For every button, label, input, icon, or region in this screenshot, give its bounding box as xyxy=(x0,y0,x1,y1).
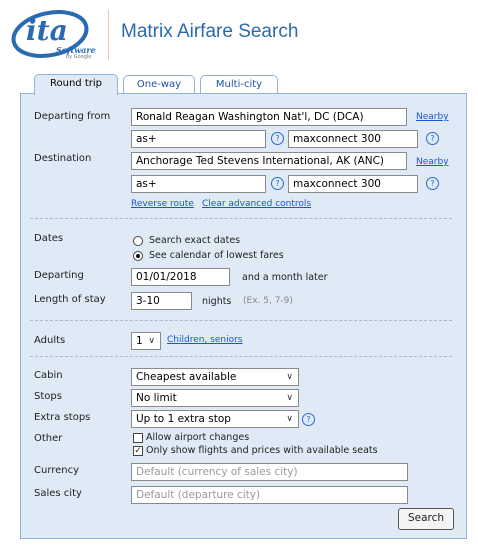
chevron-down-icon: ∨ xyxy=(148,336,155,346)
tab-one-way[interactable]: One-way xyxy=(123,75,195,94)
currency-input[interactable]: Default (currency of sales city) xyxy=(131,463,408,481)
destination-nearby-link[interactable]: Nearby xyxy=(416,157,449,167)
extension-help-icon[interactable]: ? xyxy=(426,132,439,145)
routing-help-icon[interactable]: ? xyxy=(271,132,284,145)
reverse-route-link[interactable]: Reverse route xyxy=(131,199,194,209)
cabin-label: Cabin xyxy=(34,370,63,381)
only-available-label: Only show flights and prices with available seats xyxy=(146,445,378,456)
extra-stops-select[interactable] xyxy=(131,410,299,428)
adults-select[interactable] xyxy=(131,332,161,350)
extra-stops-value: Up to 1 extra stop xyxy=(136,413,231,425)
stay-example-hint: (Ex. 5, 7-9) xyxy=(243,296,293,306)
search-button[interactable]: Search xyxy=(398,508,454,530)
header-divider xyxy=(108,10,109,60)
length-of-stay-input[interactable]: 3-10 xyxy=(131,292,192,310)
calendar-radio[interactable] xyxy=(133,251,143,261)
chevron-down-icon: ∨ xyxy=(286,414,293,424)
dates-label: Dates xyxy=(34,233,64,244)
origin-input[interactable]: Ronald Reagan Washington Nat'l, DC (DCA) xyxy=(131,108,407,126)
extra-stops-help-icon[interactable]: ? xyxy=(302,413,315,426)
tab-multi-city[interactable]: Multi-city xyxy=(200,75,278,94)
tab-round-trip[interactable]: Round trip xyxy=(34,74,118,95)
section-divider xyxy=(30,218,452,219)
stops-value: No limit xyxy=(136,392,177,404)
section-divider xyxy=(30,320,452,321)
page-title: Matrix Airfare Search xyxy=(121,21,299,42)
logo-text: ita xyxy=(26,14,68,47)
departing-from-label: Departing from xyxy=(34,111,111,122)
section-divider xyxy=(30,356,452,357)
currency-label: Currency xyxy=(34,465,80,476)
departing-date-input[interactable]: 01/01/2018 xyxy=(131,268,230,286)
destination-label: Destination xyxy=(34,153,92,164)
stops-label: Stops xyxy=(34,391,62,402)
adults-value: 1 xyxy=(136,335,143,347)
sales-city-input[interactable]: Default (departure city) xyxy=(131,486,408,504)
cabin-value: Cheapest available xyxy=(136,371,237,383)
departing-suffix: and a month later xyxy=(242,272,328,283)
extension-help-icon[interactable]: ? xyxy=(426,177,439,190)
destination-input[interactable]: Anchorage Ted Stevens International, AK (ANC) xyxy=(131,152,407,170)
length-of-stay-label: Length of stay xyxy=(34,294,106,305)
exact-dates-label: Search exact dates xyxy=(149,235,241,246)
allow-airport-changes-checkbox[interactable] xyxy=(133,433,143,443)
origin-nearby-link[interactable]: Nearby xyxy=(416,112,449,122)
allow-airport-changes-label: Allow airport changes xyxy=(146,432,250,443)
calendar-label: See calendar of lowest fares xyxy=(149,250,284,261)
origin-routing-input[interactable]: as+ xyxy=(131,130,266,148)
destination-extension-input[interactable]: maxconnect 300 xyxy=(288,175,418,193)
chevron-down-icon: ∨ xyxy=(286,393,293,403)
destination-routing-input[interactable]: as+ xyxy=(131,175,266,193)
logo-subtext: Software xyxy=(56,45,96,55)
departing-label: Departing xyxy=(34,270,84,281)
routing-help-icon[interactable]: ? xyxy=(271,177,284,190)
stops-select[interactable] xyxy=(131,389,299,407)
ita-software-logo xyxy=(10,10,108,62)
extra-stops-label: Extra stops xyxy=(34,412,91,423)
sales-city-label: Sales city xyxy=(34,488,82,499)
children-seniors-link[interactable]: Children, seniors xyxy=(167,335,243,345)
adults-label: Adults xyxy=(34,335,66,346)
other-label: Other xyxy=(34,433,63,444)
logo-byline: by Google xyxy=(66,54,92,60)
nights-label: nights xyxy=(202,296,232,307)
origin-extension-input[interactable]: maxconnect 300 xyxy=(288,130,418,148)
exact-dates-radio[interactable] xyxy=(133,236,143,246)
cabin-select[interactable] xyxy=(131,368,299,386)
clear-advanced-link[interactable]: Clear advanced controls xyxy=(202,199,312,209)
only-available-checkbox[interactable]: ✓ xyxy=(134,446,142,456)
chevron-down-icon: ∨ xyxy=(286,372,293,382)
